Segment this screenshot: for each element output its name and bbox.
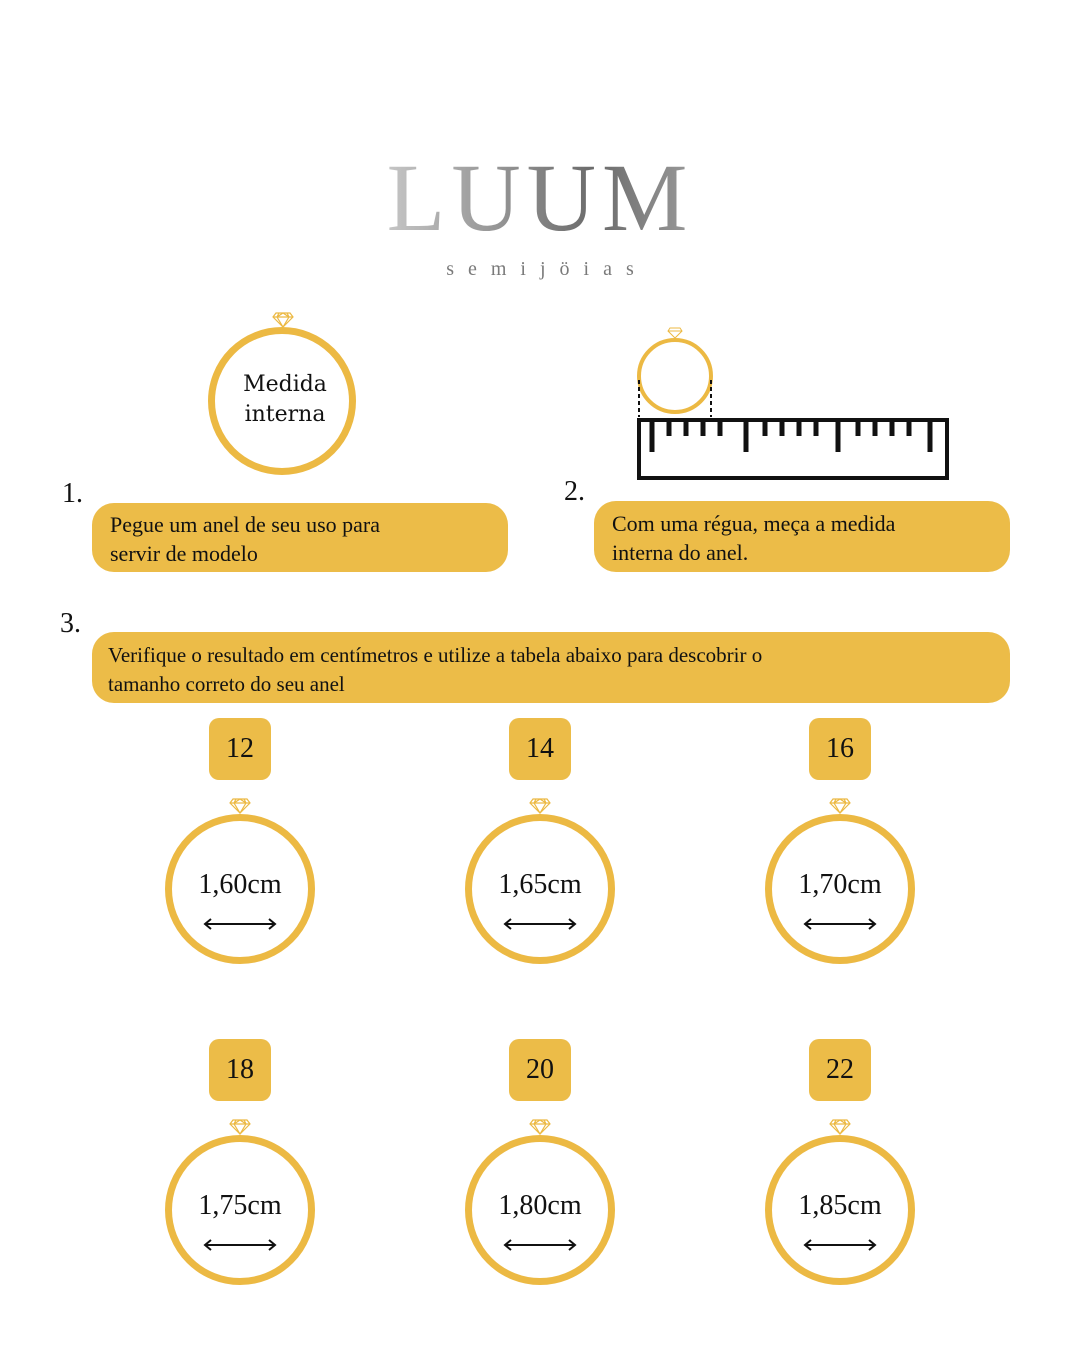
size-ring [165, 1135, 315, 1285]
step-2-text-line2: interna do anel. [612, 540, 749, 565]
double-arrow-icon [203, 917, 277, 931]
size-measure: 1,80cm [498, 1190, 582, 1221]
size-badge: 12 [209, 718, 271, 780]
diamond-icon [272, 312, 294, 328]
ring-shape [639, 340, 711, 412]
step-1-number: 1. [62, 478, 83, 509]
size-measure: 1,70cm [798, 869, 882, 900]
size-ring [465, 814, 615, 964]
size-measure: 1,75cm [198, 1190, 282, 1221]
step-1-text-line2: servir de modelo [110, 541, 258, 566]
size-badge: 22 [809, 1039, 871, 1101]
ruler-illustration [628, 325, 958, 490]
step-2-pill [594, 501, 1010, 572]
size-badge: 20 [509, 1039, 571, 1101]
diamond-icon [529, 1119, 551, 1135]
size-ring [765, 1135, 915, 1285]
size-badge: 14 [509, 718, 571, 780]
double-arrow-icon [503, 917, 577, 931]
size-ring [465, 1135, 615, 1285]
double-arrow-icon [503, 1238, 577, 1252]
size-badge: 16 [809, 718, 871, 780]
size-ring [165, 814, 315, 964]
step-3-text-line1: Verifique o resultado em centímetros e utilize a tabela abaixo para descobrir o [108, 643, 763, 667]
diamond-icon [229, 1119, 251, 1135]
size-badge: 18 [209, 1039, 271, 1101]
size-measure: 1,60cm [198, 869, 282, 900]
diamond-icon [829, 1119, 851, 1135]
step-3-number: 3. [60, 608, 81, 639]
brand-name: LUUM [0, 150, 1080, 246]
double-arrow-icon [803, 1238, 877, 1252]
step-1-pill [92, 503, 508, 572]
ring-label-line2: interna [244, 402, 326, 427]
step-2-text-line1: Com uma régua, meça a medida [612, 511, 896, 536]
brand-subtitle: semijöias [446, 258, 648, 280]
ring-label-line1: Medida [243, 372, 327, 397]
diamond-icon [668, 328, 682, 338]
size-measure: 1,85cm [798, 1190, 882, 1221]
diamond-icon [229, 798, 251, 814]
size-ring [765, 814, 915, 964]
ring-label [208, 370, 362, 430]
step-3-pill [92, 632, 1010, 703]
double-arrow-icon [203, 1238, 277, 1252]
brand-logo [0, 144, 1080, 281]
diamond-icon [529, 798, 551, 814]
diamond-icon [829, 798, 851, 814]
double-arrow-icon [803, 917, 877, 931]
step-3-text-line2: tamanho correto do seu anel [108, 672, 345, 696]
size-measure: 1,65cm [498, 869, 582, 900]
step-1-text-line1: Pegue um anel de seu uso para [110, 512, 381, 537]
step-2-number: 2. [564, 476, 585, 507]
